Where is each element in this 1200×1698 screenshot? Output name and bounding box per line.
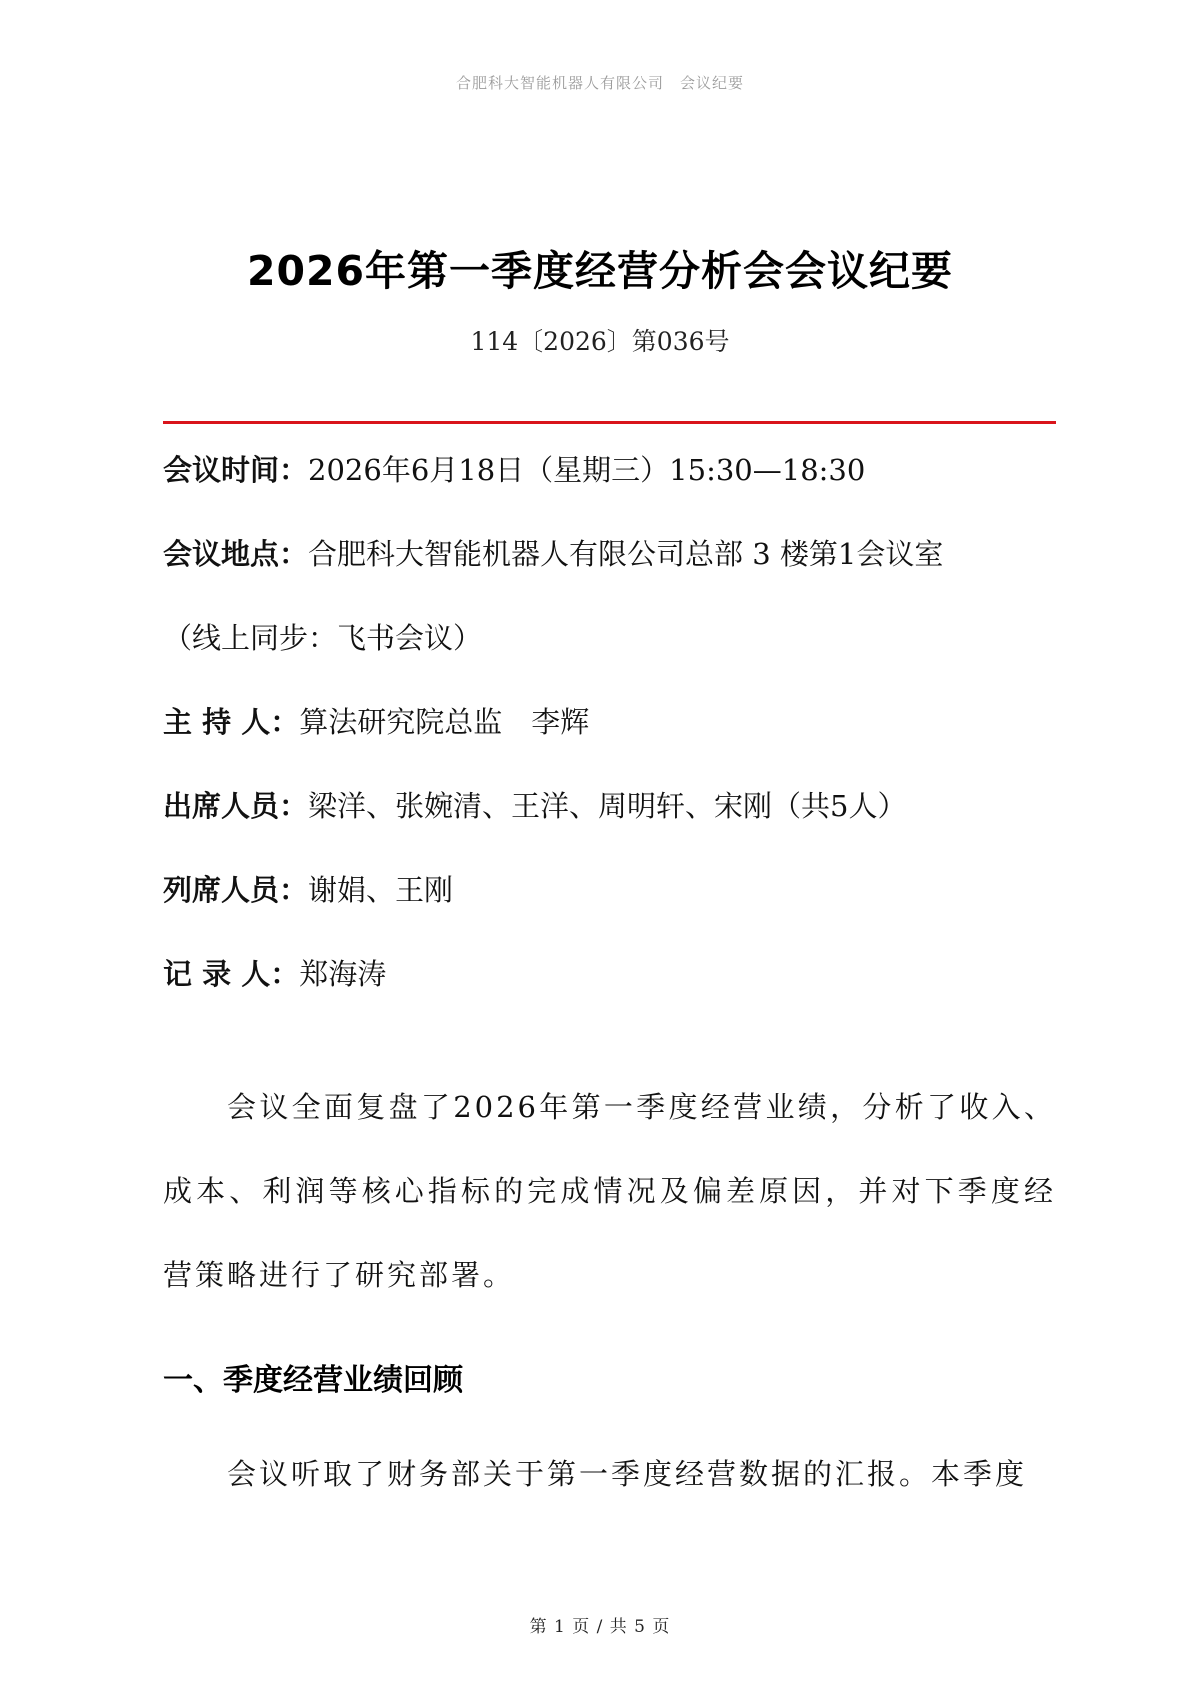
meta-attendees-label: 出席人员： xyxy=(163,789,309,823)
meta-location-value: 合肥科大智能机器人有限公司总部 3 楼第1会议室 xyxy=(308,537,944,571)
meta-observers xyxy=(163,870,1056,910)
section1-paragraph: 会议听取了财务部关于第一季度经营数据的汇报。本季度 xyxy=(227,1457,1028,1491)
document-title: 2026年第一季度经营分析会会议纪要 xyxy=(246,247,954,295)
meta-attendees xyxy=(163,786,1056,826)
meta-host xyxy=(163,702,1056,742)
red-divider xyxy=(163,421,1056,424)
meta-location-continued: （线上同步：飞书会议） xyxy=(163,621,483,655)
running-header: 合肥科大智能机器人有限公司 会议纪要 xyxy=(455,74,744,92)
section-heading-1: 一、季度经营业绩回顾 xyxy=(163,1363,463,1398)
meta-location xyxy=(163,534,1056,574)
meta-attendees-value: 梁洋、张婉清、王洋、周明轩、宋刚（共5人） xyxy=(308,789,907,823)
meta-host-label: 主 持 人： xyxy=(163,705,300,739)
document-number: 114〔2026〕第036号 xyxy=(470,327,730,356)
page-number: 第 1 页 / 共 5 页 xyxy=(529,1617,671,1637)
meta-recorder xyxy=(163,954,1056,994)
meta-time xyxy=(163,450,1056,490)
meta-observers-value: 谢娟、王刚 xyxy=(308,873,454,907)
intro-paragraph: 会议全面复盘了2026年第一季度经营业绩，分析了收入、成本、利润等核心指标的完成情况及偏差原因，并对下季度经营策略进行了研究部署。 xyxy=(163,1090,1056,1292)
meta-observers-label: 列席人员： xyxy=(163,873,309,907)
meta-time-value: 2026年6月18日（星期三）15:30—18:30 xyxy=(308,453,866,487)
meta-time-label: 会议时间： xyxy=(163,453,309,487)
meta-location-label: 会议地点： xyxy=(163,537,309,571)
meta-recorder-value: 郑海涛 xyxy=(299,957,387,991)
meta-recorder-label: 记 录 人： xyxy=(163,957,300,991)
meta-host-value: 算法研究院总监 李辉 xyxy=(299,705,590,739)
